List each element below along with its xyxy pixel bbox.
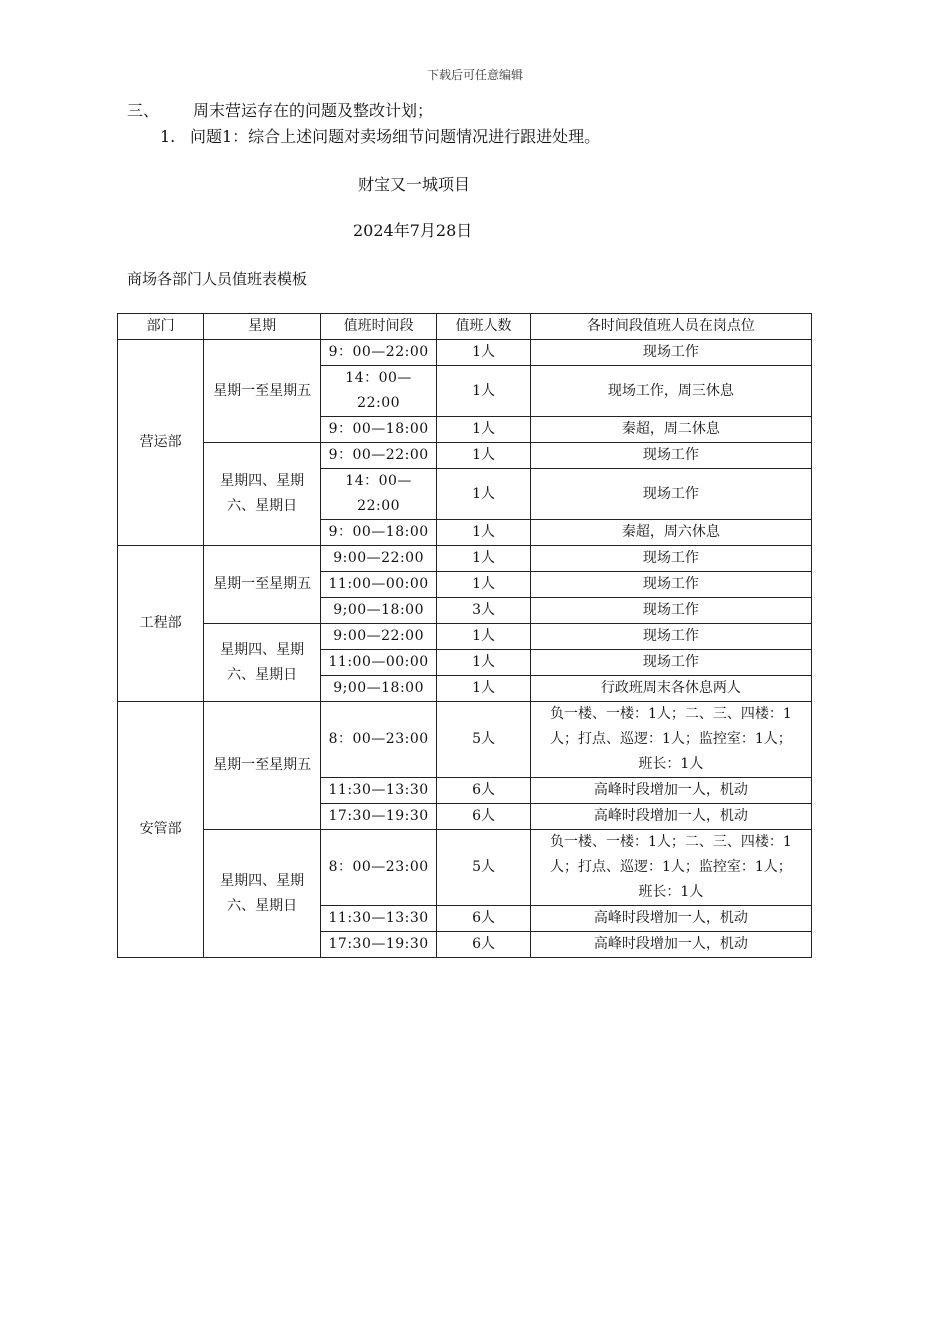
staff-count-cell: 6人 xyxy=(437,804,530,830)
section-number: 三、 xyxy=(127,101,160,120)
department-cell: 营运部 xyxy=(118,340,204,546)
time-slot-cell: 17:30—19:30 xyxy=(320,804,437,830)
time-slot-cell: 9;00—18:00 xyxy=(320,598,437,624)
weekday-cell: 星期一至星期五 xyxy=(204,702,321,830)
table-row xyxy=(118,546,812,572)
post-cell: 高峰时段增加一人，机动 xyxy=(530,906,811,932)
staff-count-cell: 5人 xyxy=(437,830,530,906)
staff-count-cell: 6人 xyxy=(437,778,530,804)
post-cell: 高峰时段增加一人，机动 xyxy=(530,778,811,804)
weekday-cell: 星期一至星期五 xyxy=(204,546,321,624)
staff-count-cell: 1人 xyxy=(437,417,530,443)
post-cell: 现场工作 xyxy=(530,598,811,624)
post-cell: 负一楼、一楼：1人；二、三、四楼：1人；打点、巡逻：1人；监控室：1人；班长：1人 xyxy=(530,702,811,778)
time-slot-cell: 9：00—22:00 xyxy=(320,340,437,366)
post-cell: 现场工作 xyxy=(530,546,811,572)
staff-count-cell: 1人 xyxy=(437,366,530,417)
table-row xyxy=(118,624,812,650)
post-cell: 现场工作 xyxy=(530,650,811,676)
staff-count-cell: 1人 xyxy=(437,650,530,676)
staff-count-cell: 1人 xyxy=(437,340,530,366)
staff-count-cell: 1人 xyxy=(437,572,530,598)
table-header-row xyxy=(118,314,812,340)
staff-count-cell: 6人 xyxy=(437,932,530,958)
staff-count-cell: 1人 xyxy=(437,546,530,572)
time-slot-cell: 11:30—13:30 xyxy=(320,778,437,804)
time-slot-cell: 17:30—19:30 xyxy=(320,932,437,958)
weekday-cell: 星期四、星期六、星期日 xyxy=(204,624,321,702)
post-cell: 现场工作 xyxy=(530,340,811,366)
staff-count-cell: 5人 xyxy=(437,702,530,778)
weekday-cell: 星期四、星期六、星期日 xyxy=(204,830,321,958)
post-cell: 现场工作，周三休息 xyxy=(530,366,811,417)
staff-count-cell: 1人 xyxy=(437,469,530,520)
section-title: 周末营运存在的问题及整改计划； xyxy=(193,101,434,120)
staff-count-cell: 1人 xyxy=(437,520,530,546)
post-cell: 现场工作 xyxy=(530,443,811,469)
time-slot-cell: 14：00—22:00 xyxy=(320,469,437,520)
issue-number: 1. xyxy=(160,127,176,146)
project-name: 财宝又一城项目 xyxy=(358,175,471,194)
header-weekday: 星期 xyxy=(204,314,321,340)
time-slot-cell: 9：00—22:00 xyxy=(320,443,437,469)
staff-count-cell: 6人 xyxy=(437,906,530,932)
post-cell: 现场工作 xyxy=(530,469,811,520)
table-row xyxy=(118,443,812,469)
table-row xyxy=(118,702,812,778)
issue-item xyxy=(160,126,600,148)
section-heading xyxy=(127,100,433,122)
time-slot-cell: 9;00—18:00 xyxy=(320,676,437,702)
header-note: 下载后可任意编辑 xyxy=(426,68,523,82)
post-cell: 现场工作 xyxy=(530,624,811,650)
staff-count-cell: 3人 xyxy=(437,598,530,624)
time-slot-cell: 14：00—22:00 xyxy=(320,366,437,417)
header-staff-count: 值班人数 xyxy=(437,314,530,340)
report-date: 2024年7月28日 xyxy=(353,221,473,240)
header-department: 部门 xyxy=(118,314,204,340)
post-cell: 高峰时段增加一人，机动 xyxy=(530,932,811,958)
table-row xyxy=(118,830,812,906)
time-slot-cell: 8：00—23:00 xyxy=(320,702,437,778)
post-cell: 负一楼、一楼：1人；二、三、四楼：1人；打点、巡逻：1人；监控室：1人；班长：1人 xyxy=(530,830,811,906)
time-slot-cell: 9:00—22:00 xyxy=(320,546,437,572)
post-cell: 行政班周末各休息两人 xyxy=(530,676,811,702)
weekday-cell: 星期四、星期六、星期日 xyxy=(204,443,321,546)
post-cell: 高峰时段增加一人，机动 xyxy=(530,804,811,830)
time-slot-cell: 8：00—23:00 xyxy=(320,830,437,906)
table-row xyxy=(118,340,812,366)
time-slot-cell: 9:00—22:00 xyxy=(320,624,437,650)
table-title: 商场各部门人员值班表模板 xyxy=(127,270,308,288)
post-cell: 秦超，周二休息 xyxy=(530,417,811,443)
department-cell: 安管部 xyxy=(118,702,204,958)
staff-count-cell: 1人 xyxy=(437,624,530,650)
time-slot-cell: 11:30—13:30 xyxy=(320,906,437,932)
department-cell: 工程部 xyxy=(118,546,204,702)
staff-count-cell: 1人 xyxy=(437,676,530,702)
issue-text: 问题1：综合上述问题对卖场细节问题情况进行跟进处理。 xyxy=(190,127,601,146)
post-cell: 秦超，周六休息 xyxy=(530,520,811,546)
time-slot-cell: 11:00—00:00 xyxy=(320,650,437,676)
weekday-cell: 星期一至星期五 xyxy=(204,340,321,443)
time-slot-cell: 9：00—18:00 xyxy=(320,417,437,443)
duty-roster-table xyxy=(117,313,812,958)
header-post: 各时间段值班人员在岗点位 xyxy=(530,314,811,340)
staff-count-cell: 1人 xyxy=(437,443,530,469)
header-time-slot: 值班时间段 xyxy=(320,314,437,340)
post-cell: 现场工作 xyxy=(530,572,811,598)
time-slot-cell: 9：00—18:00 xyxy=(320,520,437,546)
time-slot-cell: 11:00—00:00 xyxy=(320,572,437,598)
